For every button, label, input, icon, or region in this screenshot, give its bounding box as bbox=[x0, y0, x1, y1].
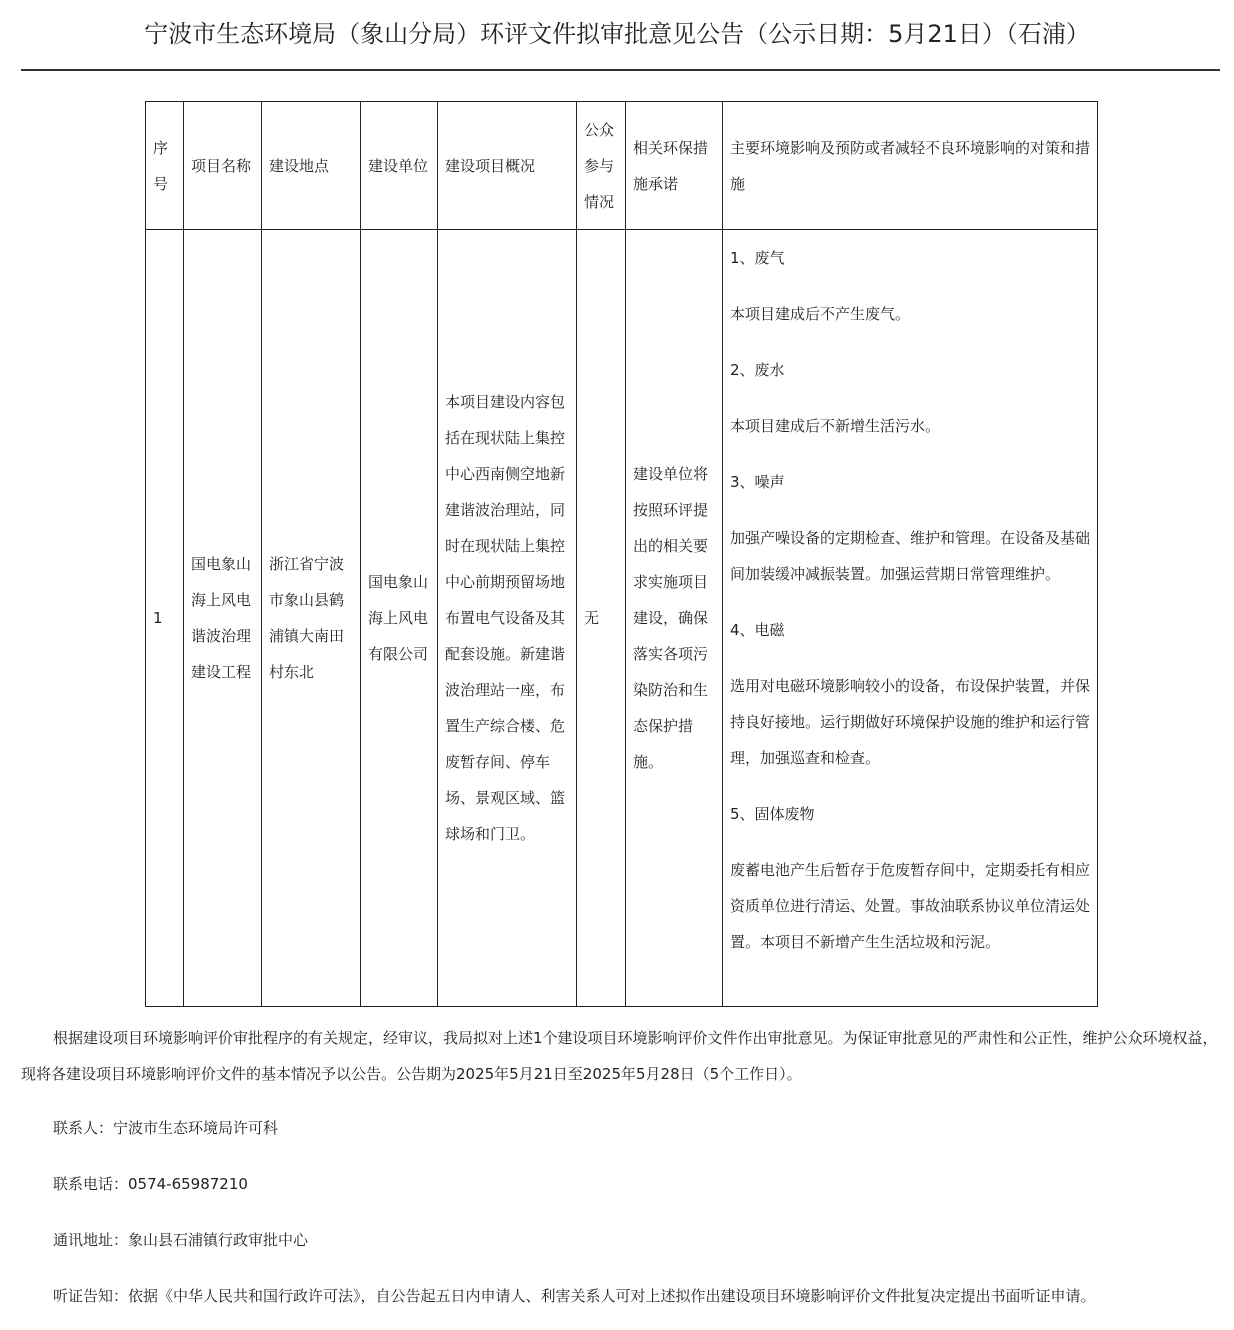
cell-measures bbox=[723, 230, 1098, 1007]
measure-text-exhaust-gas: 本项目建成后不产生废气。 bbox=[730, 305, 911, 323]
measure-heading-exhaust-gas: 1、废气 bbox=[730, 249, 785, 267]
header-unit: 建设单位 bbox=[361, 102, 438, 230]
approval-table bbox=[145, 101, 1098, 1007]
cell-serial: 1 bbox=[146, 230, 184, 1007]
measure-heading-wastewater: 2、废水 bbox=[730, 361, 785, 379]
contact-phone: 联系电话：0574-65987210 bbox=[53, 1175, 248, 1193]
measure-text-wastewater: 本项目建成后不新增生活污水。 bbox=[730, 417, 941, 435]
header-location: 建设地点 bbox=[262, 102, 361, 230]
cell-overview: 本项目建设内容包括在现状陆上集控中心西南侧空地新建谐波治理站，同时在现状陆上集控中心前期预留场地布置电气设备及其配套设施。新建谐波治理站一座，布置生产综合楼、危废暂存间、停车场、景观区域、篮球场和门卫。 bbox=[438, 230, 577, 1007]
table-row bbox=[146, 230, 1098, 1007]
notice-intro: 根据建设项目环境影响评价审批程序的有关规定，经审议，我局拟对上述1个建设项目环境影响评价文件作出审批意见。为保证审批意见的严肃性和公正性，维护公众环境权益，现将各建设项目环境影响评价文件的基本情况予以公告。公告期为2025年5月21日至2025年5月28日（5个工作日）。 bbox=[21, 1029, 1218, 1083]
title-divider bbox=[21, 69, 1220, 71]
measure-heading-noise: 3、噪声 bbox=[730, 473, 785, 491]
header-serial: 序号 bbox=[146, 102, 184, 230]
measure-text-noise: 加强产噪设备的定期检查、维护和管理。在设备及基础间加装缓冲减振装置。加强运营期日常管理维护。 bbox=[730, 529, 1091, 583]
cell-public-participation: 无 bbox=[577, 230, 626, 1007]
hearing-notice: 听证告知：依据《中华人民共和国行政许可法》，自公告起五日内申请人、利害关系人可对上述拟作出建设项目环境影响评价文件批复决定提出书面听证申请。 bbox=[53, 1287, 1096, 1305]
measure-text-electromagnetic: 选用对电磁环境影响较小的设备，布设保护装置，并保持良好接地。运行期做好环境保护设施的维护和运行管理，加强巡查和检查。 bbox=[730, 677, 1091, 767]
cell-project-name: 国电象山海上风电谐波治理建设工程 bbox=[184, 230, 262, 1007]
cell-unit: 国电象山海上风电有限公司 bbox=[361, 230, 438, 1007]
header-public-participation: 公众参与情况 bbox=[577, 102, 626, 230]
cell-location: 浙江省宁波市象山县鹤浦镇大南田村东北 bbox=[262, 230, 361, 1007]
mailing-address: 通讯地址：象山县石浦镇行政审批中心 bbox=[53, 1231, 309, 1249]
header-project-name: 项目名称 bbox=[184, 102, 262, 230]
header-commitment: 相关环保措施承诺 bbox=[626, 102, 723, 230]
header-measures: 主要环境影响及预防或者减轻不良环境影响的对策和措施 bbox=[723, 102, 1098, 230]
page-title: 宁波市生态环境局（象山分局）环评文件拟审批意见公告（公示日期：5月21日）（石浦） bbox=[144, 20, 1090, 48]
cell-commitment: 建设单位将按照环评提出的相关要求实施项目建设，确保落实各项污染防治和生态保护措施。 bbox=[626, 230, 723, 1007]
header-overview: 建设项目概况 bbox=[438, 102, 577, 230]
contact-person: 联系人：宁波市生态环境局许可科 bbox=[53, 1119, 279, 1137]
measure-heading-solid-waste: 5、固体废物 bbox=[730, 805, 815, 823]
measure-text-solid-waste: 废蓄电池产生后暂存于危废暂存间中，定期委托有相应资质单位进行清运、处置。事故油联系协议单位清运处置。本项目不新增产生生活垃圾和污泥。 bbox=[730, 861, 1091, 951]
table-header-row bbox=[146, 102, 1098, 230]
measure-heading-electromagnetic: 4、电磁 bbox=[730, 621, 785, 639]
